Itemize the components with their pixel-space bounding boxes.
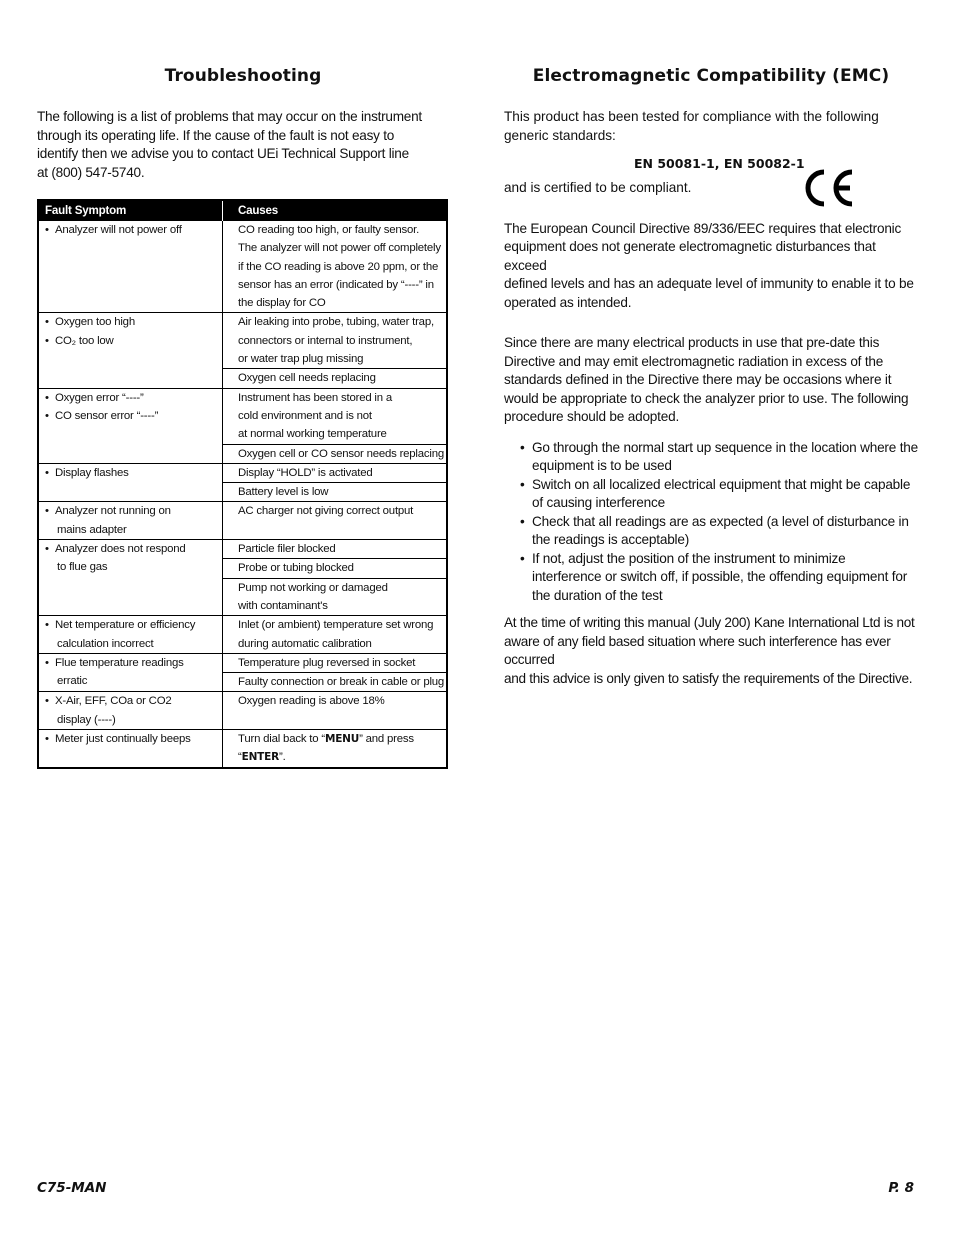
bullet: • (520, 476, 525, 492)
causes-cell (223, 464, 446, 502)
symptom-line: calculation incorrect (57, 637, 154, 650)
table-row (39, 463, 446, 502)
causes-cell (223, 730, 446, 767)
paragraph-line: and this advice is only given to satisfy the requirements of the Directive. (504, 670, 913, 686)
symptom-line: CO₂ too low (55, 334, 114, 347)
cause-item (223, 313, 446, 368)
cause-line: Probe or tubing blocked (238, 562, 354, 575)
cause-item (223, 464, 446, 482)
symptom-item (44, 389, 222, 407)
paragraph-line: operated as intended. (504, 294, 632, 310)
cause-item (223, 672, 446, 691)
table-row (39, 501, 446, 539)
cause-line: sensor has an error (indicated by “----” in (238, 278, 434, 291)
table-row (39, 312, 446, 387)
cause-item (223, 368, 446, 387)
fault-symptom-cell (39, 389, 223, 463)
cause-line: Oxygen cell or CO sensor needs replacing (238, 447, 444, 460)
bullet: • (45, 224, 49, 236)
fault-symptom-cell (39, 502, 223, 539)
cause-item (223, 654, 446, 672)
list-item (519, 439, 918, 476)
bullet: • (45, 334, 49, 347)
symptom-line: Display flashes (55, 466, 129, 479)
cause-line: with contaminant's (238, 599, 328, 612)
symptom-item (44, 692, 222, 729)
cause-line: Oxygen reading is above 18% (238, 695, 385, 708)
bullet: • (45, 505, 49, 518)
cause-line: Oxygen cell needs replacing (238, 372, 376, 385)
table-row (39, 691, 446, 729)
paragraph-line: The European Council Directive 89/336/EEC requires that electronic (504, 220, 902, 236)
troubleshooting-table (37, 199, 448, 769)
cause-line: AC charger not giving correct output (238, 505, 414, 518)
symptom-item (44, 221, 222, 239)
cause-line: at normal working temperature (238, 428, 387, 441)
intro-line: at (800) 547-5740. (37, 164, 145, 180)
symptom-line: Meter just continually beeps (55, 733, 191, 746)
bullet: • (45, 316, 49, 329)
list-item-line: Go through the normal start up sequence in the location where the (532, 439, 918, 455)
intro-line: through its operating life. If the cause of the fault is not easy to (37, 127, 395, 143)
symptom-item (44, 654, 222, 691)
causes-cell (223, 540, 446, 615)
bullet: • (520, 439, 525, 455)
cause-item (223, 482, 446, 501)
predate-paragraph (504, 334, 918, 427)
paragraph-line: equipment does not generate electromagnetic disturbances that exceed (504, 239, 876, 273)
symptom-line: Oxygen too high (55, 316, 135, 329)
causes-cell (223, 221, 446, 312)
list-item-line: If not, adjust the position of the instrument to minimize (532, 550, 846, 566)
table-body (39, 221, 446, 767)
table-header (39, 201, 446, 221)
bullet: • (45, 466, 49, 479)
intro-line: The following is a list of problems that may occur on the instrument (37, 109, 422, 124)
cause-item (223, 730, 446, 767)
list-item-line: Switch on all localized electrical equipment that might be capable (532, 476, 911, 492)
ce-mark-icon (800, 166, 860, 210)
symptom-line: Analyzer does not respond (55, 543, 186, 556)
symptom-line: Net temperature or efficiency (55, 619, 196, 632)
cause-line: Inlet (or ambient) temperature set wrong (238, 619, 434, 632)
intro-line: identify then we advise you to contact UEi Technical Support line (37, 146, 409, 161)
list-item (519, 513, 918, 550)
symptom-item (44, 502, 222, 539)
procedure-list (504, 439, 918, 606)
cause-line: Particle filer blocked (238, 543, 336, 556)
fault-symptom-cell (39, 540, 223, 615)
cause-line: Air leaking into probe, tubing, water trap, (238, 316, 434, 329)
closing-paragraph (504, 614, 918, 688)
fault-symptom-cell (39, 654, 223, 692)
list-item-line: interference or switch off, if possible, the offending equipment for (532, 569, 908, 584)
table-row (39, 729, 446, 767)
causes-cell (223, 313, 446, 387)
cause-item (223, 578, 446, 616)
symptom-line: X-Air, EFF, COa or CO2 (55, 695, 172, 708)
bullet: • (520, 513, 525, 529)
cause-line: if the CO reading is above 20 ppm, or the (238, 260, 439, 273)
list-item-line: the duration of the test (532, 587, 663, 603)
symptom-item (44, 313, 222, 331)
fault-symptom-cell (39, 221, 223, 312)
symptom-item (44, 464, 222, 482)
paragraph-line: procedure should be adopted. (504, 409, 680, 424)
paragraph-line: would be appropriate to check the analyzer prior to use. The following (504, 390, 909, 406)
bullet: • (45, 409, 49, 422)
emc-section (504, 62, 918, 688)
table-row (39, 388, 446, 463)
bullet: • (45, 391, 49, 404)
list-item-line: equipment is to be used (532, 458, 672, 473)
cause-item (223, 692, 446, 729)
cause-item (223, 221, 446, 312)
list-item (519, 476, 918, 513)
intro-line: generic standards: (504, 127, 616, 143)
footer-doc-id: C75-MAN (37, 1180, 107, 1196)
certified-text: and is certified to be compliant. (504, 180, 692, 195)
symptom-item (44, 540, 222, 577)
paragraph-line: standards defined in the Directive there may be occasions where it (504, 372, 892, 387)
symptom-line: Oxygen error “----” (55, 391, 144, 404)
emc-intro (504, 108, 918, 145)
cause-line (238, 521, 446, 539)
cause-item (223, 616, 446, 653)
symptom-line: display (----) (57, 713, 116, 726)
cause-line: during automatic calibration (238, 637, 372, 650)
causes-cell (223, 389, 446, 463)
symptom-item (44, 407, 222, 425)
cause-line: or water trap plug missing (238, 353, 364, 366)
troubleshooting-heading: Troubleshooting (164, 66, 322, 86)
fault-symptom-cell (39, 464, 223, 502)
intro-line: This product has been tested for compliance with the following (504, 109, 879, 124)
paragraph-line: aware of any field based situation where such interference has ever occurred (504, 633, 891, 667)
symptom-line: Flue temperature readings (55, 656, 184, 669)
table-row (39, 221, 446, 312)
symptom-line: Analyzer not running on (55, 505, 171, 518)
bullet: • (45, 656, 49, 669)
fault-symptom-cell (39, 692, 223, 729)
table-row (39, 539, 446, 615)
bullet: • (45, 695, 49, 708)
troubleshooting-intro (37, 108, 437, 182)
cause-line: CO reading too high, or faulty sensor. (238, 224, 420, 236)
cause-line: connectors or internal to instrument, (238, 334, 413, 347)
bullet: • (45, 619, 49, 632)
cause-line: the display for CO (238, 297, 326, 310)
list-item-line: Check that all readings are as expected (a level of disturbance in (532, 513, 909, 529)
cause-line: Instrument has been stored in a (238, 391, 392, 404)
paragraph-line: Directive and may emit electromagnetic radiation in excess of the (504, 353, 884, 369)
cause-line: cold environment and is not (238, 409, 372, 422)
cause-item (223, 444, 446, 463)
symptom-line: mains adapter (57, 523, 127, 536)
causes-cell (223, 616, 446, 653)
paragraph-line: Since there are many electrical products in use that pre-date this (504, 335, 880, 350)
cause-item (223, 502, 446, 539)
symptom-line: CO sensor error “----” (55, 409, 159, 422)
causes-cell (223, 692, 446, 729)
header-causes: Causes (238, 204, 279, 217)
cause-line: “ENTER”. (238, 751, 286, 764)
table-row (39, 615, 446, 653)
header-fault-symptom: Fault Symptom (39, 201, 223, 221)
cause-item (223, 389, 446, 444)
emc-standards: EN 50081-1, EN 50082-1 (634, 156, 805, 171)
directive-paragraph (504, 220, 918, 313)
symptom-line: to flue gas (57, 561, 108, 574)
cause-line: Display “HOLD” is activated (238, 466, 373, 479)
cause-line: Battery level is low (238, 486, 329, 499)
list-item-line: of causing interference (532, 495, 665, 510)
cause-line: Faulty connection or break in cable or plug (238, 676, 445, 689)
paragraph-line: At the time of writing this manual (July 200) Kane International Ltd is not (504, 615, 915, 630)
bullet: • (45, 543, 49, 556)
causes-cell (223, 502, 446, 539)
cause-item (223, 540, 446, 558)
fault-symptom-cell (39, 313, 223, 387)
symptom-item (44, 616, 222, 653)
list-item-line: the readings is acceptable) (532, 532, 690, 547)
cause-item (223, 558, 446, 577)
table-row (39, 653, 446, 692)
cause-line: Turn dial back to “MENU” and press (238, 733, 414, 746)
emc-heading: Electromagnetic Compatibility (EMC) (532, 66, 890, 86)
cause-line (238, 711, 446, 729)
footer-page-number: P. 8 (888, 1180, 914, 1196)
causes-cell (223, 654, 446, 692)
bullet: • (520, 550, 525, 566)
fault-symptom-cell (39, 730, 223, 767)
symptom-item (44, 730, 222, 748)
bullet: • (45, 733, 49, 746)
paragraph-line: defined levels and has an adequate level of immunity to enable it to be (504, 276, 914, 291)
cause-line: Temperature plug reversed in socket (238, 656, 416, 669)
symptom-line: Analyzer will not power off (55, 224, 182, 236)
symptom-item (44, 332, 222, 350)
cause-line: Pump not working or damaged (238, 581, 388, 594)
cause-line: The analyzer will not power off completely (238, 242, 441, 255)
fault-symptom-cell (39, 616, 223, 653)
troubleshooting-section (37, 62, 449, 769)
symptom-line: erratic (57, 675, 88, 688)
list-item (519, 550, 918, 606)
